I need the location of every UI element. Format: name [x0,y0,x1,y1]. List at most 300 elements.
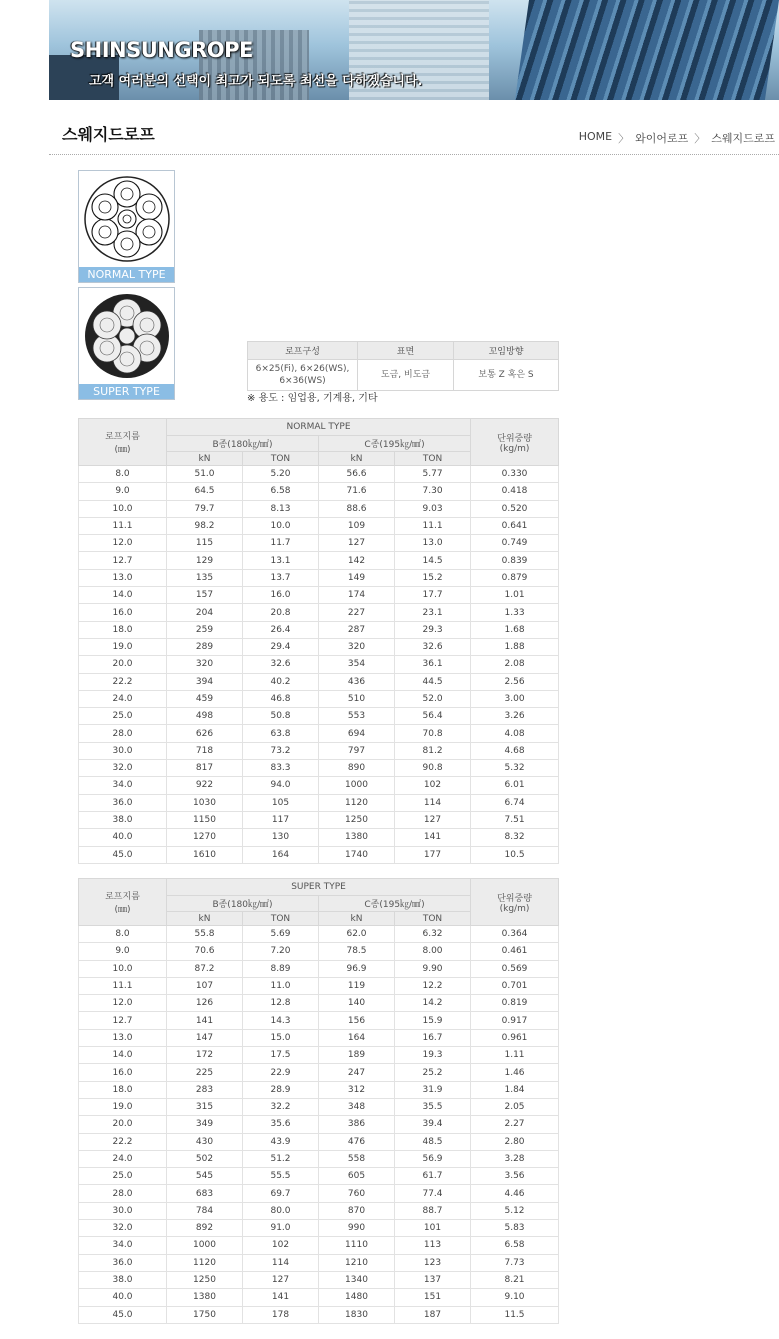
cell-c-kn: 119 [319,977,395,994]
kn-header: kN [167,912,243,926]
cell-b-ton: 178 [243,1306,319,1323]
cell-c-ton: 113 [395,1237,471,1254]
cell-b-ton: 127 [243,1271,319,1288]
cell-b-ton: 102 [243,1237,319,1254]
cell-b-kn: 135 [167,569,243,586]
cell-b-ton: 55.5 [243,1168,319,1185]
spec-header-surface: 표면 [358,342,454,360]
cell-c-ton: 9.03 [395,500,471,517]
cell-weight: 0.418 [471,483,559,500]
cell-b-kn: 718 [167,742,243,759]
cell-c-ton: 48.5 [395,1133,471,1150]
cell-c-kn: 558 [319,1150,395,1167]
cell-weight: 8.21 [471,1271,559,1288]
cell-weight: 3.00 [471,690,559,707]
cell-diameter: 34.0 [79,777,167,794]
cell-diameter: 12.0 [79,995,167,1012]
cell-weight: 2.80 [471,1133,559,1150]
cell-b-ton: 20.8 [243,604,319,621]
rope-cross-section-image [79,171,174,267]
spec-header-construction: 로프구성 [248,342,358,360]
cell-b-ton: 141 [243,1289,319,1306]
table-row [79,926,559,943]
ton-header: TON [243,912,319,926]
cell-diameter: 8.0 [79,926,167,943]
cell-c-kn: 890 [319,760,395,777]
cell-weight: 11.5 [471,1306,559,1323]
breadcrumb [579,130,775,146]
cell-weight: 0.641 [471,517,559,534]
cell-b-kn: 1380 [167,1289,243,1306]
cell-b-ton: 15.0 [243,1029,319,1046]
cell-c-kn: 140 [319,995,395,1012]
cell-diameter: 28.0 [79,725,167,742]
cell-weight: 5.83 [471,1220,559,1237]
super-type-image [78,287,175,400]
table-row [79,829,559,846]
table-row [79,742,559,759]
cell-c-ton: 16.7 [395,1029,471,1046]
cell-c-kn: 88.6 [319,500,395,517]
cell-c-ton: 141 [395,829,471,846]
cell-c-kn: 287 [319,621,395,638]
cell-c-ton: 123 [395,1254,471,1271]
cell-b-kn: 157 [167,587,243,604]
cell-c-kn: 476 [319,1133,395,1150]
table-row [79,846,559,863]
cell-b-kn: 430 [167,1133,243,1150]
cell-b-ton: 5.20 [243,466,319,483]
cell-weight: 0.819 [471,995,559,1012]
cell-c-ton: 12.2 [395,977,471,994]
cell-diameter: 20.0 [79,1116,167,1133]
cell-b-ton: 43.9 [243,1133,319,1150]
cell-diameter: 34.0 [79,1237,167,1254]
cell-c-ton: 177 [395,846,471,863]
cell-c-ton: 90.8 [395,760,471,777]
table-row [79,1185,559,1202]
cell-b-ton: 28.9 [243,1081,319,1098]
cell-c-kn: 247 [319,1064,395,1081]
cell-diameter: 18.0 [79,621,167,638]
cell-c-kn: 1740 [319,846,395,863]
cell-c-kn: 605 [319,1168,395,1185]
cell-c-kn: 510 [319,690,395,707]
cell-c-kn: 1000 [319,777,395,794]
grade-c-header: C종(195㎏/㎟) [319,436,471,452]
cell-b-kn: 283 [167,1081,243,1098]
cell-c-ton: 35.5 [395,1098,471,1115]
cell-weight: 4.08 [471,725,559,742]
banner-slogan: 고객 여러분의 선택이 최고가 되도록 최선을 다하겠습니다. [89,74,423,89]
diameter-header: 로프지름 (㎜) [79,879,167,926]
cell-c-ton: 23.1 [395,604,471,621]
table-row [79,1254,559,1271]
cell-b-kn: 87.2 [167,960,243,977]
rope-cross-section-image [79,288,174,384]
table-row [79,777,559,794]
cell-b-ton: 32.2 [243,1098,319,1115]
cell-b-ton: 73.2 [243,742,319,759]
cell-weight: 0.961 [471,1029,559,1046]
cell-weight: 7.51 [471,811,559,828]
super-type-table [78,878,559,1324]
table-row [79,943,559,960]
cell-c-ton: 32.6 [395,638,471,655]
cell-c-kn: 164 [319,1029,395,1046]
cell-diameter: 12.7 [79,552,167,569]
cell-b-kn: 349 [167,1116,243,1133]
cell-weight: 0.839 [471,552,559,569]
table-body [79,466,559,864]
cell-diameter: 8.0 [79,466,167,483]
cell-c-kn: 149 [319,569,395,586]
cell-b-kn: 1000 [167,1237,243,1254]
cell-weight: 4.46 [471,1185,559,1202]
cell-b-ton: 7.20 [243,943,319,960]
cell-weight: 2.27 [471,1116,559,1133]
grade-c-header: C종(195㎏/㎟) [319,896,471,912]
cell-c-ton: 88.7 [395,1202,471,1219]
cell-b-kn: 545 [167,1168,243,1185]
cell-b-kn: 394 [167,673,243,690]
cell-c-kn: 990 [319,1220,395,1237]
cell-b-kn: 107 [167,977,243,994]
breadcrumb-category-link[interactable]: 와이어로프 [635,132,689,145]
table-row [79,552,559,569]
cell-c-kn: 436 [319,673,395,690]
cell-b-ton: 13.1 [243,552,319,569]
cell-b-ton: 91.0 [243,1220,319,1237]
cell-b-kn: 502 [167,1150,243,1167]
cell-diameter: 9.0 [79,943,167,960]
cell-c-ton: 8.00 [395,943,471,960]
cell-weight: 0.364 [471,926,559,943]
cell-b-ton: 26.4 [243,621,319,638]
table-row [79,638,559,655]
cell-c-kn: 386 [319,1116,395,1133]
cell-diameter: 32.0 [79,760,167,777]
cell-diameter: 38.0 [79,1271,167,1288]
table-row [79,1202,559,1219]
cell-diameter: 45.0 [79,1306,167,1323]
cell-c-kn: 127 [319,535,395,552]
cell-c-ton: 11.1 [395,517,471,534]
cell-diameter: 12.0 [79,535,167,552]
cell-weight: 3.56 [471,1168,559,1185]
table-row [79,1081,559,1098]
grade-b-header: B종(180㎏/㎟) [167,896,319,912]
cell-c-kn: 71.6 [319,483,395,500]
cell-diameter: 30.0 [79,1202,167,1219]
cell-weight: 9.10 [471,1289,559,1306]
cell-c-ton: 14.2 [395,995,471,1012]
cell-c-ton: 9.90 [395,960,471,977]
cell-weight: 1.88 [471,638,559,655]
cell-c-kn: 142 [319,552,395,569]
table-row [79,673,559,690]
table-title: NORMAL TYPE [167,419,471,436]
table-row [79,708,559,725]
cell-c-kn: 156 [319,1012,395,1029]
cell-c-kn: 870 [319,1202,395,1219]
cell-c-ton: 15.2 [395,569,471,586]
cell-c-kn: 56.6 [319,466,395,483]
cell-b-kn: 683 [167,1185,243,1202]
cell-b-kn: 64.5 [167,483,243,500]
cell-c-ton: 127 [395,811,471,828]
cell-diameter: 40.0 [79,1289,167,1306]
cell-b-kn: 289 [167,638,243,655]
table-row [79,1012,559,1029]
cell-b-kn: 1270 [167,829,243,846]
cell-c-kn: 109 [319,517,395,534]
cell-c-ton: 36.1 [395,656,471,673]
cell-weight: 6.74 [471,794,559,811]
cell-c-ton: 101 [395,1220,471,1237]
cell-diameter: 13.0 [79,1029,167,1046]
cell-b-kn: 126 [167,995,243,1012]
cell-b-ton: 50.8 [243,708,319,725]
cell-b-ton: 16.0 [243,587,319,604]
cell-b-ton: 105 [243,794,319,811]
cell-c-ton: 137 [395,1271,471,1288]
cell-weight: 5.32 [471,760,559,777]
normal-type-image [78,170,175,283]
title-divider [49,154,779,155]
cell-b-kn: 259 [167,621,243,638]
cell-b-ton: 11.0 [243,977,319,994]
cell-diameter: 11.1 [79,977,167,994]
cell-weight: 4.68 [471,742,559,759]
rope-cross-section-icon [82,291,172,381]
cell-weight: 0.461 [471,943,559,960]
cell-c-ton: 52.0 [395,690,471,707]
cell-diameter: 9.0 [79,483,167,500]
table-row [79,569,559,586]
table-row [79,811,559,828]
cell-b-ton: 5.69 [243,926,319,943]
cell-c-ton: 56.9 [395,1150,471,1167]
cell-diameter: 36.0 [79,794,167,811]
cell-c-ton: 14.5 [395,552,471,569]
cell-c-kn: 1340 [319,1271,395,1288]
cell-diameter: 16.0 [79,1064,167,1081]
cell-c-kn: 1250 [319,811,395,828]
cell-diameter: 30.0 [79,742,167,759]
cell-diameter: 19.0 [79,638,167,655]
cell-c-ton: 77.4 [395,1185,471,1202]
cell-c-ton: 25.2 [395,1064,471,1081]
cell-b-kn: 1120 [167,1254,243,1271]
cell-b-ton: 117 [243,811,319,828]
cell-weight: 6.58 [471,1237,559,1254]
cell-c-ton: 6.32 [395,926,471,943]
cell-b-ton: 8.13 [243,500,319,517]
cell-b-kn: 129 [167,552,243,569]
table-row [79,960,559,977]
ton-header: TON [395,452,471,466]
cell-b-ton: 69.7 [243,1185,319,1202]
cell-b-kn: 498 [167,708,243,725]
table-row [79,1271,559,1288]
normal-type-table [78,418,559,864]
breadcrumb-separator-icon: 〉 [618,132,630,145]
cell-c-ton: 13.0 [395,535,471,552]
cell-c-kn: 174 [319,587,395,604]
table-row [79,1047,559,1064]
table-row [79,587,559,604]
cell-b-ton: 35.6 [243,1116,319,1133]
table-row [79,1289,559,1306]
cell-b-ton: 80.0 [243,1202,319,1219]
table-row [79,535,559,552]
cell-c-ton: 187 [395,1306,471,1323]
cell-b-ton: 14.3 [243,1012,319,1029]
cell-c-ton: 15.9 [395,1012,471,1029]
ton-header: TON [395,912,471,926]
breadcrumb-current: 스웨지드로프 [711,132,775,145]
spec-lay: 보통 Z 혹은 S [454,360,559,391]
cell-b-kn: 147 [167,1029,243,1046]
cell-diameter: 24.0 [79,1150,167,1167]
cell-c-kn: 96.9 [319,960,395,977]
cell-b-ton: 6.58 [243,483,319,500]
table-row [79,604,559,621]
cell-weight: 0.701 [471,977,559,994]
cell-weight: 7.73 [471,1254,559,1271]
cell-c-ton: 70.8 [395,725,471,742]
cell-weight: 1.68 [471,621,559,638]
kn-header: kN [319,912,395,926]
ton-header: TON [243,452,319,466]
cell-b-ton: 114 [243,1254,319,1271]
cell-b-kn: 892 [167,1220,243,1237]
cell-weight: 0.879 [471,569,559,586]
cell-weight: 6.01 [471,777,559,794]
cell-b-ton: 46.8 [243,690,319,707]
cell-b-ton: 130 [243,829,319,846]
cell-b-ton: 22.9 [243,1064,319,1081]
table-row [79,1064,559,1081]
cell-weight: 0.917 [471,1012,559,1029]
cell-weight: 2.56 [471,673,559,690]
cell-diameter: 19.0 [79,1098,167,1115]
cell-b-kn: 79.7 [167,500,243,517]
spec-table [247,341,559,391]
table-row [79,1168,559,1185]
spec-surface: 도금, 비도금 [358,360,454,391]
cell-c-kn: 227 [319,604,395,621]
usage-note: ※ 용도 : 임업용, 기계용, 기타 [247,393,378,404]
cell-c-ton: 5.77 [395,466,471,483]
cell-weight: 2.05 [471,1098,559,1115]
table-row [79,794,559,811]
cell-b-ton: 10.0 [243,517,319,534]
cell-b-ton: 13.7 [243,569,319,586]
cell-b-ton: 40.2 [243,673,319,690]
cell-c-kn: 1210 [319,1254,395,1271]
cell-c-kn: 760 [319,1185,395,1202]
cell-b-ton: 17.5 [243,1047,319,1064]
cell-diameter: 12.7 [79,1012,167,1029]
cell-b-kn: 1150 [167,811,243,828]
table-row [79,1098,559,1115]
banner-skyscraper [515,0,779,100]
table-row [79,760,559,777]
cell-b-kn: 320 [167,656,243,673]
cell-b-kn: 98.2 [167,517,243,534]
spec-construction: 6×25(Fi), 6×26(WS), 6×36(WS) [248,360,358,391]
table-row [79,483,559,500]
table-row [79,1029,559,1046]
cell-weight: 5.12 [471,1202,559,1219]
cell-diameter: 11.1 [79,517,167,534]
table-row [79,500,559,517]
cell-weight: 0.749 [471,535,559,552]
cell-weight: 1.46 [471,1064,559,1081]
spec-header-lay: 꼬임방향 [454,342,559,360]
cell-diameter: 10.0 [79,500,167,517]
cell-c-ton: 29.3 [395,621,471,638]
cell-diameter: 25.0 [79,708,167,725]
table-row [79,517,559,534]
normal-type-caption: NORMAL TYPE [79,267,174,282]
table-row [79,690,559,707]
cell-c-kn: 694 [319,725,395,742]
cell-c-kn: 354 [319,656,395,673]
table-row [79,995,559,1012]
cell-b-kn: 204 [167,604,243,621]
cell-b-kn: 1610 [167,846,243,863]
cell-b-ton: 8.89 [243,960,319,977]
cell-c-kn: 320 [319,638,395,655]
cell-diameter: 22.2 [79,1133,167,1150]
cell-b-ton: 83.3 [243,760,319,777]
cell-b-ton: 63.8 [243,725,319,742]
cell-c-kn: 62.0 [319,926,395,943]
cell-weight: 3.26 [471,708,559,725]
table-row [79,1237,559,1254]
table-row [79,656,559,673]
table-row [79,466,559,483]
cell-c-kn: 1380 [319,829,395,846]
cell-diameter: 28.0 [79,1185,167,1202]
cell-c-kn: 1110 [319,1237,395,1254]
cell-b-kn: 315 [167,1098,243,1115]
table-title: SUPER TYPE [167,879,471,896]
table-row [79,1306,559,1323]
cell-weight: 10.5 [471,846,559,863]
cell-c-ton: 19.3 [395,1047,471,1064]
cell-diameter: 40.0 [79,829,167,846]
table-row [79,1116,559,1133]
breadcrumb-home-link[interactable]: HOME [578,130,613,143]
cell-b-kn: 1030 [167,794,243,811]
cell-b-kn: 225 [167,1064,243,1081]
cell-b-kn: 1750 [167,1306,243,1323]
cell-c-ton: 114 [395,794,471,811]
rope-cross-section-icon [82,174,172,264]
cell-c-ton: 39.4 [395,1116,471,1133]
cell-diameter: 32.0 [79,1220,167,1237]
cell-diameter: 10.0 [79,960,167,977]
cell-c-ton: 44.5 [395,673,471,690]
cell-c-kn: 78.5 [319,943,395,960]
cell-c-ton: 17.7 [395,587,471,604]
cell-weight: 0.520 [471,500,559,517]
cell-diameter: 38.0 [79,811,167,828]
